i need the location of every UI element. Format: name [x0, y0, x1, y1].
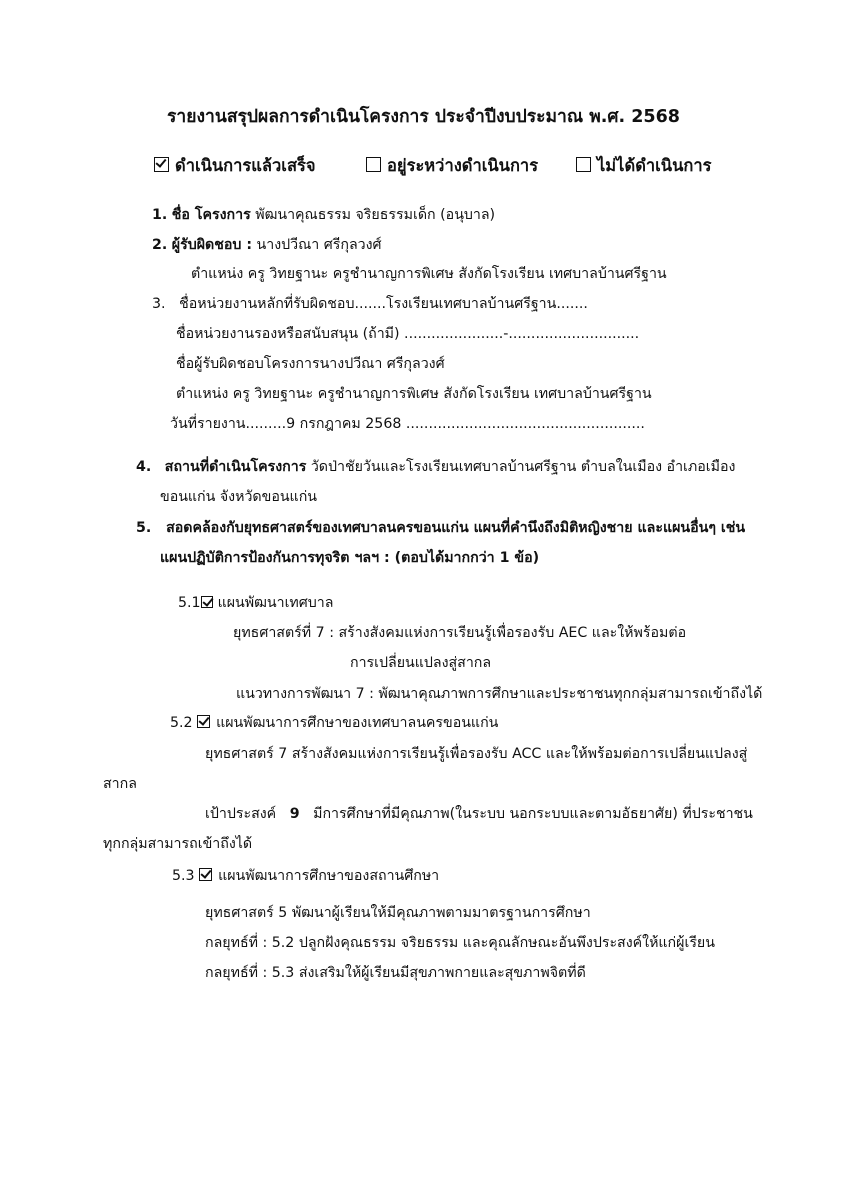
goal-number: 9 [289, 806, 300, 822]
alignment-heading: สอดคล้องกับยุทธศาสตร์ของเทศบาลนครขอนแก่น แผนที่คำนึงถึงมิติหญิงชาย และแผนอื่นๆ เช่น [166, 520, 746, 536]
education-strategy: ยุทธศาสตร์ 7 สร้างสังคมแห่งการเรียนรู้เพื่อรองรับ ACC และให้พร้อมต่อการเปลี่ยนแปลงสู่ [205, 746, 748, 762]
goal-text: มีการศึกษาที่มีคุณภาพ(ในระบบ นอกระบบและตามอัธยาศัย) ที่ประชาชน [313, 806, 753, 822]
alignment-heading-cont: แผนปฏิบัติการป้องกันการทุจริต ฯลฯ : (ตอบได้มากกว่า 1 ข้อ) [160, 550, 540, 566]
section-1-num: 1. [152, 207, 168, 223]
subsection-5-2-num: 5.2 [170, 715, 193, 731]
checkbox-empty-icon[interactable] [576, 157, 591, 172]
section-4 [136, 457, 735, 477]
responsible-heading: ผู้รับผิดชอบ : [171, 237, 253, 253]
status-not-done[interactable] [576, 156, 712, 176]
section-2 [152, 235, 382, 255]
project-responsible: ชื่อผู้รับผิดชอบโครงการนางปวีณา ศรีกุลวงศ์ [176, 356, 445, 372]
goal-label: เป้าประสงค์ [205, 806, 277, 822]
school-strategy: ยุทธศาสตร์ 5 พัฒนาผู้เรียนให้มีคุณภาพตามมาตรฐานการศึกษา [205, 905, 591, 921]
checkbox-empty-icon[interactable] [366, 157, 381, 172]
municipal-strategy-cont: การเปลี่ยนแปลงสู่สากล [350, 655, 492, 671]
school-tactic-5-3: กลยุทธ์ที่ : 5.3 ส่งเสริมให้ผู้เรียนมีสุขภาพกายและสุขภาพจิตที่ดี [205, 965, 586, 981]
education-strategy-cont: สากล [103, 776, 137, 792]
checkbox-checked-icon[interactable] [154, 157, 169, 172]
education-goal-cont: ทุกกลุ่มสามารถเข้าถึงได้ [103, 836, 253, 852]
education-plan-label: แผนพัฒนาการศึกษาของเทศบาลนครขอนแก่น [216, 715, 499, 731]
main-unit: ชื่อหน่วยงานหลักที่รับผิดชอบ.......โรงเรียนเทศบาลบ้านศรีฐาน....... [179, 296, 588, 312]
subsection-5-1-num: 5.1 [178, 595, 201, 611]
section-4-num: 4. [136, 459, 152, 475]
section-3-num: 3. [152, 296, 166, 312]
checkbox-checked-icon[interactable] [199, 868, 212, 881]
location-heading: สถานที่ดำเนินโครงการ [164, 459, 307, 475]
report-date: วันที่รายงาน.........9 กรกฎาคม 2568 ..................................................... [170, 416, 645, 432]
section-5-num: 5. [136, 520, 152, 536]
municipal-strategy: ยุทธศาสตร์ที่ 7 : สร้างสังคมแห่งการเรียนรู้เพื่อรองรับ AEC และให้พร้อมต่อ [233, 625, 687, 641]
project-name-heading: ชื่อ โครงการ [171, 207, 251, 223]
section-1 [152, 205, 495, 225]
status-completed-label: ดำเนินการแล้วเสร็จ [175, 156, 316, 175]
location-text: วัดป่าชัยวันและโรงเรียนเทศบาลบ้านศรีฐาน ตำบลในเมือง อำเภอเมือง [306, 459, 736, 475]
section-5 [136, 518, 745, 538]
status-in-progress[interactable] [366, 156, 538, 176]
municipal-plan-label: แผนพัฒนาเทศบาล [217, 595, 334, 611]
section-2-num: 2. [152, 237, 168, 253]
status-completed[interactable] [154, 156, 316, 176]
subsection-5-3-num: 5.3 [172, 868, 195, 884]
education-goal [205, 804, 753, 824]
checkbox-checked-icon[interactable] [201, 596, 213, 608]
school-plan-label: แผนพัฒนาการศึกษาของสถานศึกษา [218, 868, 440, 884]
status-not-done-label: ไม่ได้ดำเนินการ [597, 156, 712, 175]
subsection-5-1 [178, 593, 333, 613]
responsible-name: นางปวีณา ศรีกุลวงศ์ [252, 237, 382, 253]
status-in-progress-label: อยู่ระหว่างดำเนินการ [387, 156, 539, 175]
support-unit: ชื่อหน่วยงานรองหรือสนับสนุน (ถ้ามี) ......................-............................. [176, 326, 640, 342]
development-guideline: แนวทางการพัฒนา 7 : พัฒนาคุณภาพการศึกษาและประชาชนทุกกลุ่มสามารถเข้าถึงได้ [236, 686, 763, 702]
school-tactic-5-2: กลยุทธ์ที่ : 5.2 ปลูกฝังคุณธรรม จริยธรรม และคุณลักษณะอันพึงประสงค์ให้แก่ผู้เรียน [205, 935, 715, 951]
checkbox-checked-icon[interactable] [197, 715, 210, 728]
location-text-cont: ขอนแก่น จังหวัดขอนแก่น [160, 489, 317, 505]
section-3 [152, 294, 588, 314]
project-responsible-position: ตำแหน่ง ครู วิทยฐานะ ครูชำนาญการพิเศษ สังกัดโรงเรียน เทศบาลบ้านศรีฐาน [176, 386, 652, 402]
subsection-5-2 [170, 713, 498, 733]
subsection-5-3 [172, 866, 439, 886]
responsible-position: ตำแหน่ง ครู วิทยฐานะ ครูชำนาญการพิเศษ สังกัดโรงเรียน เทศบาลบ้านศรีฐาน [191, 266, 667, 282]
report-title: รายงานสรุปผลการดำเนินโครงการ ประจำปีงบประมาณ พ.ศ. 2568 [167, 107, 680, 127]
project-name: พัฒนาคุณธรรม จริยธรรมเด็ก (อนุบาล) [250, 207, 496, 223]
